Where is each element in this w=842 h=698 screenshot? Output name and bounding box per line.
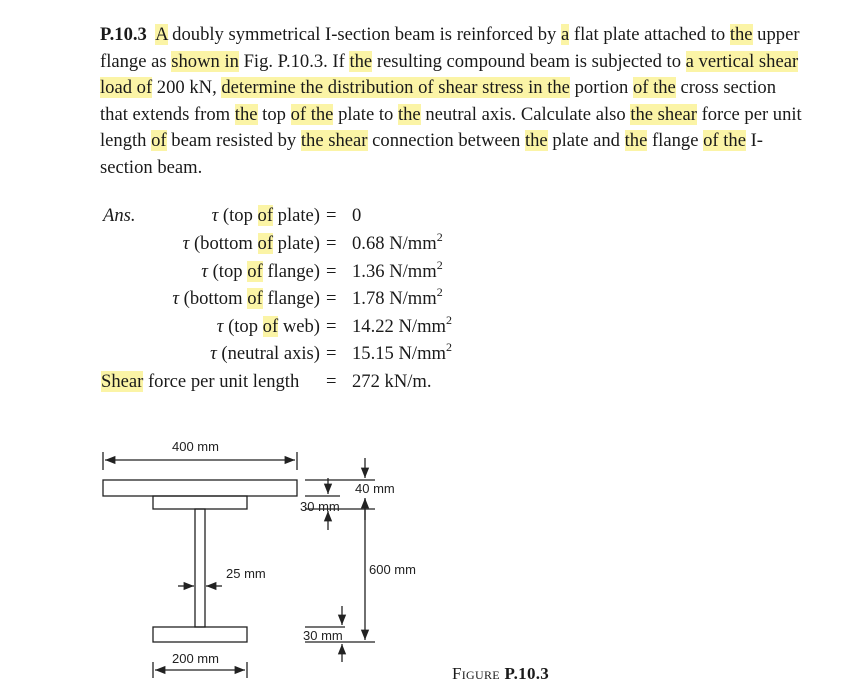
text-segment: connection between xyxy=(367,130,525,151)
cover-plate xyxy=(103,480,297,496)
text-segment: neutral axis. Calculate also xyxy=(420,103,631,125)
text-segment: resulting compound beam is subjected to xyxy=(372,50,686,72)
text-segment: top xyxy=(257,103,291,125)
value: 1.78 N/mm xyxy=(352,288,437,309)
depth-label: 600 mm xyxy=(369,562,416,577)
top-flange xyxy=(153,496,247,509)
exponent: 2 xyxy=(436,258,443,272)
highlighted-text: of xyxy=(247,261,263,282)
shear-force-value: 272 kN/m. xyxy=(352,371,432,392)
plate-width-label: 400 mm xyxy=(172,439,219,454)
equals-sign: = xyxy=(326,261,337,282)
text-segment: doubly symmetrical I-section beam is reinforced by xyxy=(167,24,561,45)
text-segment: plate to xyxy=(333,103,398,125)
text-segment: I-section beam. xyxy=(100,130,764,178)
value: 14.22 N/mm xyxy=(352,316,447,337)
highlighted-text: of xyxy=(257,205,274,226)
exponent: 2 xyxy=(446,313,453,327)
row-pre: (neutral axis) xyxy=(216,343,320,364)
highlighted-text: the xyxy=(729,24,753,45)
row-post: plate) xyxy=(273,205,320,226)
text-segment: portion xyxy=(569,77,633,98)
row-pre: (bottom xyxy=(189,233,258,254)
row-post: web) xyxy=(278,316,320,337)
highlighted-text: the shear xyxy=(300,130,368,151)
text-segment: beam resisted by xyxy=(166,130,301,151)
text-segment: flange xyxy=(647,130,704,151)
tau-symbol: τ xyxy=(172,288,179,309)
exponent: 2 xyxy=(436,230,443,244)
text-segment: flat plate attached to xyxy=(569,24,730,45)
tau-symbol: τ xyxy=(216,316,224,337)
row-pre: (bottom xyxy=(179,288,248,309)
row-pre: (top xyxy=(207,261,248,282)
highlighted-text: the xyxy=(524,130,548,151)
value: 0 xyxy=(352,205,362,226)
highlighted-text: of the xyxy=(703,130,746,151)
tau-symbol: τ xyxy=(211,205,219,226)
highlighted-text: of xyxy=(151,130,167,151)
text-segment: upper flange as xyxy=(100,24,800,72)
plate-thickness-label: 40 mm xyxy=(355,481,395,496)
equals-sign: = xyxy=(326,343,337,364)
value: 0.68 N/mm xyxy=(352,233,437,254)
highlighted-text: shown in xyxy=(171,50,239,72)
equals-sign: = xyxy=(326,371,337,392)
flange-width-label: 200 mm xyxy=(172,651,219,666)
bottom-flange xyxy=(153,627,247,642)
equals-sign: = xyxy=(326,205,337,226)
exponent: 2 xyxy=(446,340,453,354)
answer-label: Ans. xyxy=(103,205,136,226)
text-segment: cross section that extends from xyxy=(100,77,776,125)
highlighted-text: the shear xyxy=(630,103,697,125)
highlighted-text: the xyxy=(624,130,648,151)
row-pre: (top xyxy=(223,316,263,337)
text-segment: force per unit length xyxy=(100,103,802,151)
equals-sign: = xyxy=(326,316,337,337)
equals-sign: = xyxy=(326,233,337,254)
tau-symbol: τ xyxy=(201,261,208,282)
web-thickness-label: 25 mm xyxy=(226,566,266,581)
highlighted-text: determine the distribution of shear stress in the xyxy=(221,77,570,98)
equals-sign: = xyxy=(326,288,337,309)
highlighted-text: Shear xyxy=(101,371,144,392)
problem-number: P.10.3 xyxy=(100,24,147,45)
text-segment: plate and xyxy=(547,130,625,151)
highlighted-text: of xyxy=(247,288,263,309)
bottom-flange-thickness-label: 30 mm xyxy=(303,628,343,643)
highlighted-text: of xyxy=(262,316,279,337)
highlighted-text: the xyxy=(234,103,258,125)
tau-symbol: τ xyxy=(210,343,217,364)
row-post: plate) xyxy=(273,233,320,254)
value: 1.36 N/mm xyxy=(352,261,437,282)
exponent: 2 xyxy=(436,285,443,299)
web xyxy=(195,509,205,627)
highlighted-text: a xyxy=(560,24,570,45)
highlighted-text: of the xyxy=(290,103,334,125)
value: 15.15 N/mm xyxy=(352,343,447,364)
row-post: flange) xyxy=(262,288,320,309)
tau-symbol: τ xyxy=(182,233,190,254)
highlighted-text: A xyxy=(155,24,168,45)
highlighted-text: the xyxy=(397,103,421,125)
top-flange-thickness-label: 30 mm xyxy=(300,499,340,514)
highlighted-text: of xyxy=(257,233,274,254)
shear-force-rest: force per unit length xyxy=(143,371,300,392)
row-post: flange) xyxy=(262,261,320,282)
figure-caption-number: P.10.3 xyxy=(504,664,550,683)
text-segment: 200 kN, xyxy=(152,77,222,98)
highlighted-text: the xyxy=(349,50,373,72)
highlighted-text: a vertical shear load of xyxy=(100,50,799,98)
highlighted-text: of the xyxy=(632,77,676,98)
text-segment: Fig. P.10.3. If xyxy=(238,50,350,72)
figure-caption-prefix: Figure xyxy=(452,664,500,683)
row-pre: (top xyxy=(218,205,258,226)
